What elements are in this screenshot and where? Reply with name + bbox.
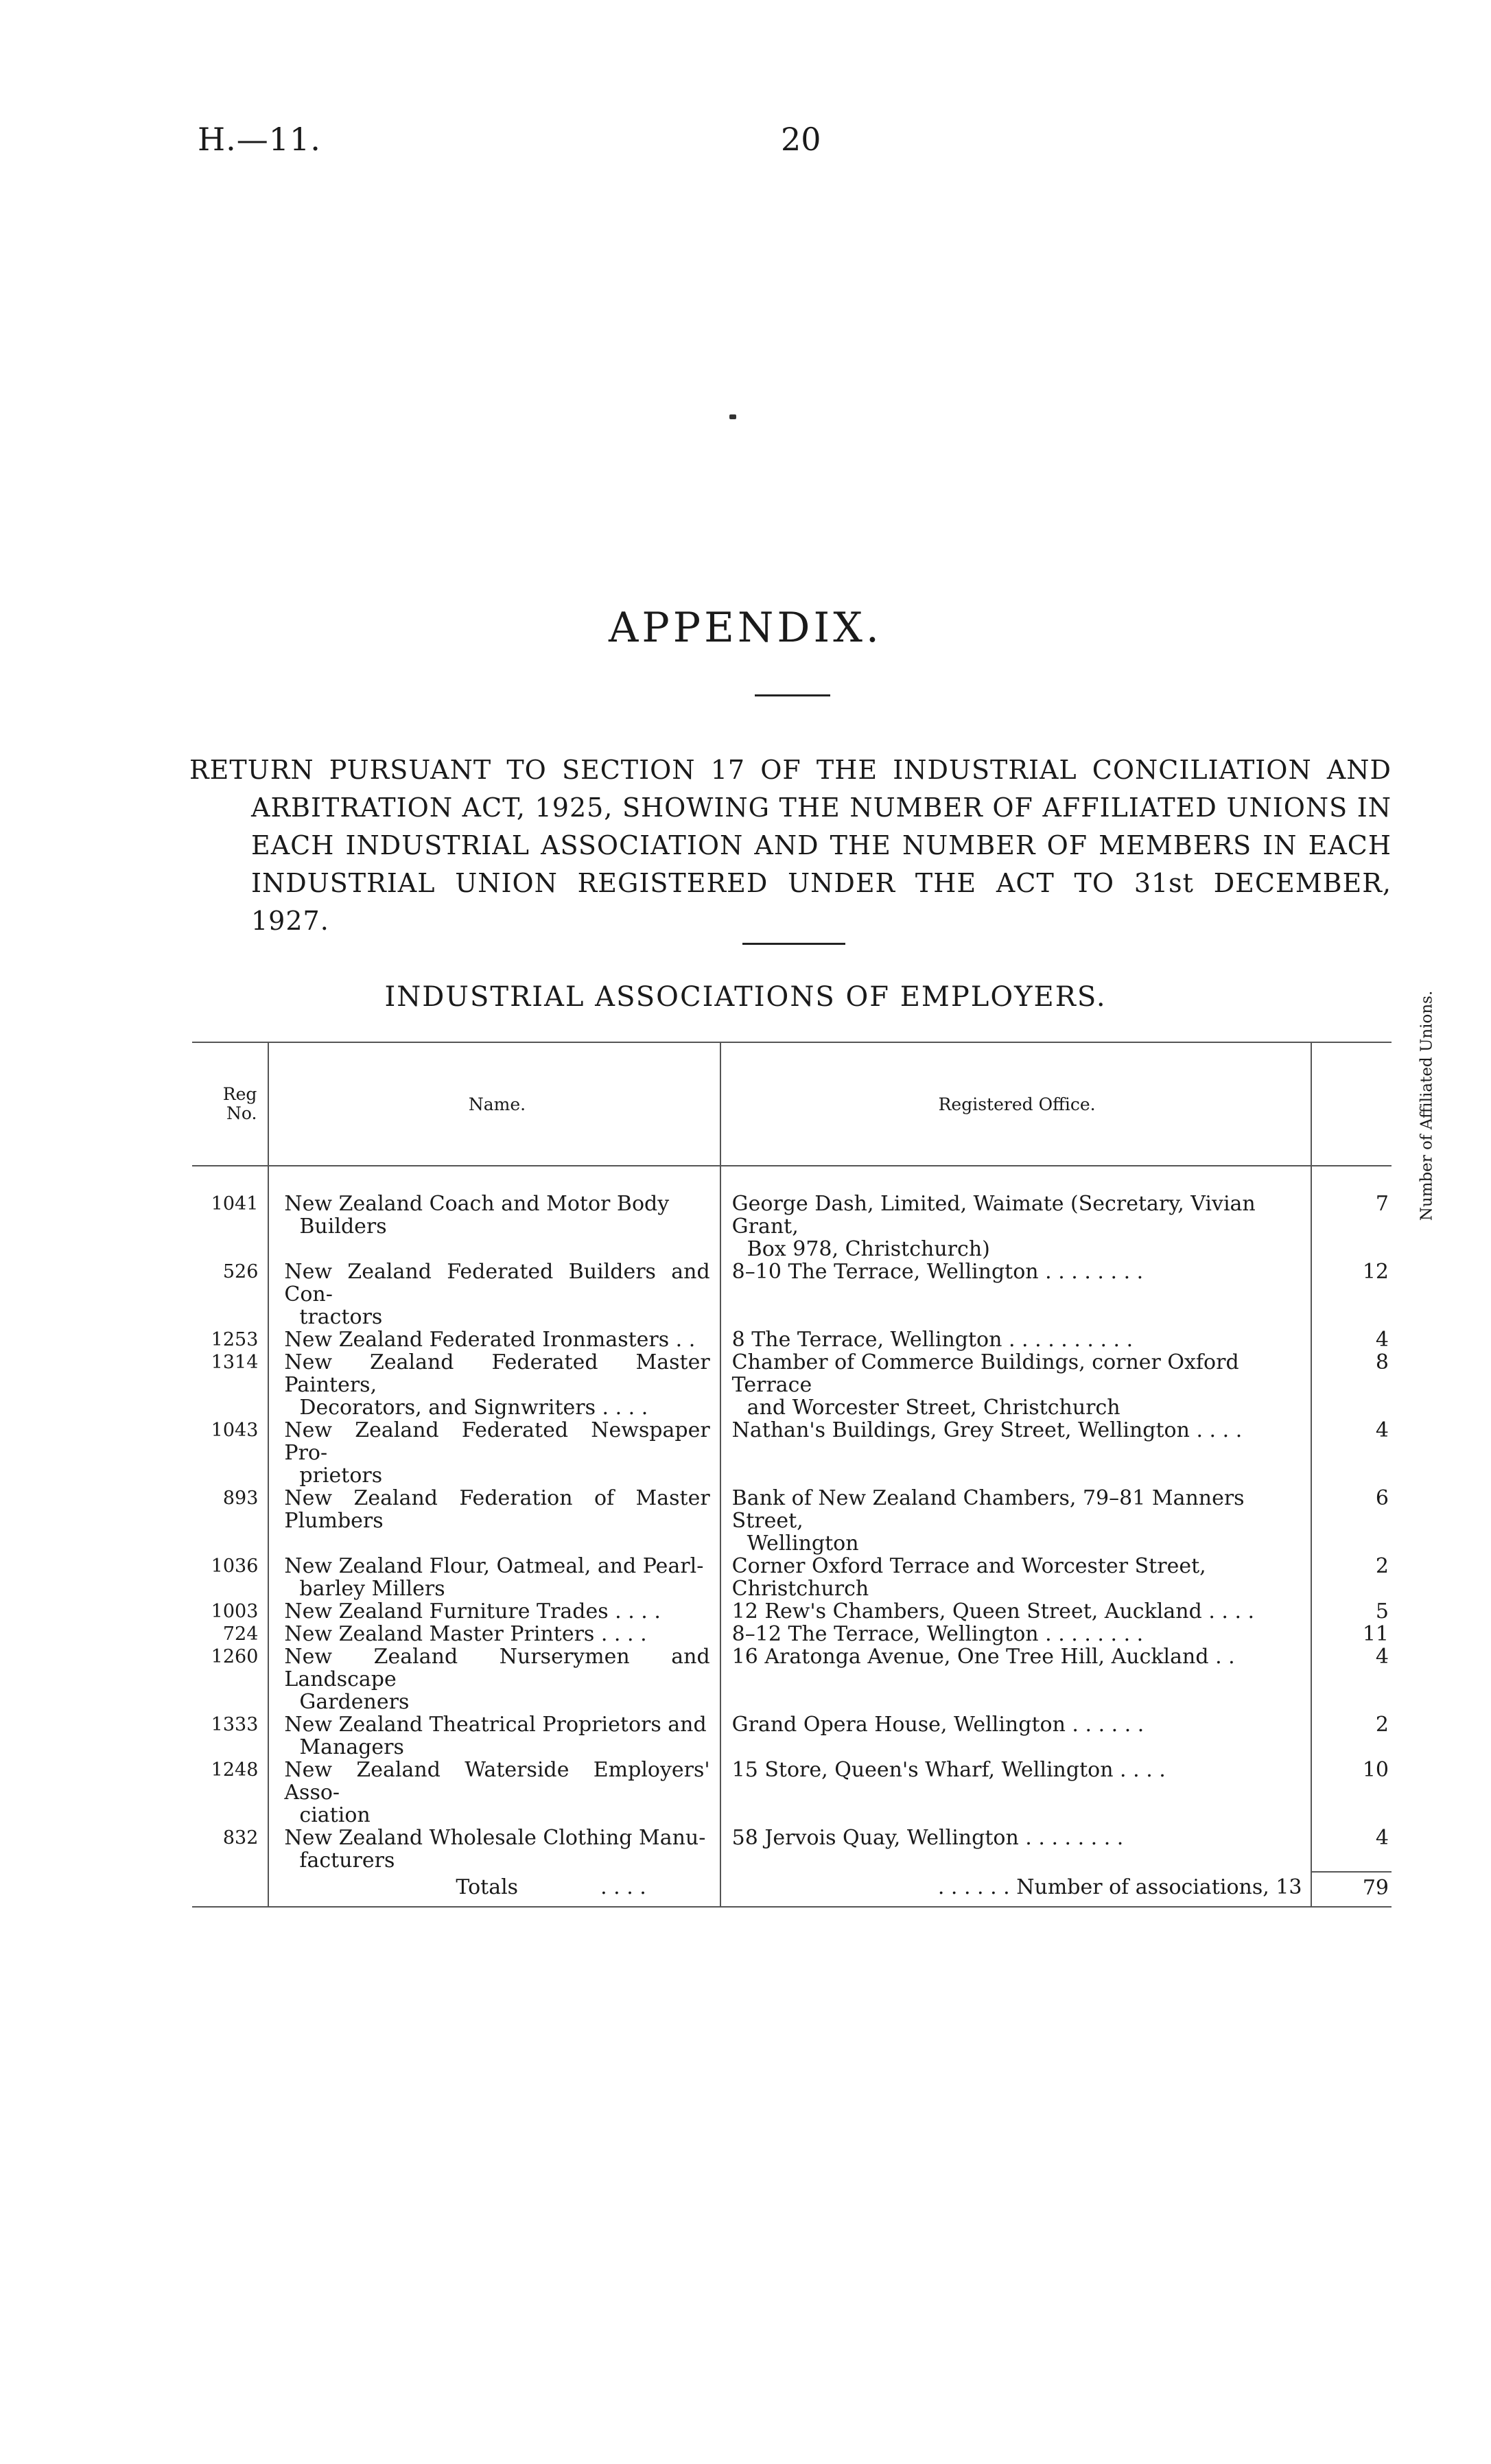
totals-label: Totals	[456, 1875, 519, 1899]
reg-number: 526	[222, 1261, 259, 1282]
affiliated-unions-count: 2	[1311, 1713, 1392, 1759]
association-name	[268, 1166, 720, 1260]
office-line: 8 The Terrace, Wellington . . . . . . . . . .	[731, 1328, 1134, 1352]
table-header-row	[192, 1042, 1392, 1166]
association-name	[268, 1328, 720, 1351]
name-line: tractors	[299, 1305, 383, 1329]
affiliated-unions-count: 2	[1311, 1555, 1392, 1600]
association-name	[268, 1600, 720, 1623]
section-title: INDUSTRIAL ASSOCIATIONS OF EMPLOYERS.	[384, 981, 1107, 1013]
reg-number: 1036	[211, 1556, 259, 1577]
registered-office	[720, 1487, 1311, 1555]
association-name	[268, 1827, 720, 1872]
heading-line-1: RETURN PURSUANT TO SECTION 17 OF THE INDUSTRIAL CONCILIATION AND	[189, 755, 1392, 785]
association-name	[268, 1260, 720, 1328]
office-line: Box 978, Christchurch)	[747, 1237, 990, 1261]
name-line: prietors	[299, 1464, 383, 1488]
association-name	[268, 1419, 720, 1487]
association-name	[268, 1759, 720, 1827]
name-line: facturers	[299, 1849, 395, 1873]
name-line: New Zealand Federated Newspaper Pro-	[284, 1418, 710, 1465]
association-name	[268, 1713, 720, 1759]
heading-line-4: INDUSTRIAL UNION REGISTERED UNDER THE ACT TO 31st DECEMBER, 1927.	[251, 868, 1392, 936]
reg-number: 1043	[211, 1420, 259, 1441]
name-line: barley Millers	[299, 1577, 445, 1601]
affiliated-unions-count: 8	[1311, 1351, 1392, 1419]
totals-row	[192, 1872, 1392, 1907]
office-line: Grand Opera House, Wellington . . . . . .	[731, 1713, 1144, 1737]
office-line: 8–12 The Terrace, Wellington . . . . . . . .	[731, 1622, 1144, 1646]
name-line: New Zealand Nurserymen and Landscape	[284, 1645, 710, 1691]
office-line: Chamber of Commerce Buildings, corner Oxford Terrace	[731, 1350, 1239, 1397]
table-row	[192, 1645, 1392, 1713]
reg-number: 1003	[211, 1601, 259, 1622]
association-name	[268, 1487, 720, 1555]
name-line: New Zealand Theatrical Proprietors and	[284, 1713, 707, 1737]
reg-number: 1041	[211, 1193, 259, 1215]
office-line: Wellington	[747, 1532, 859, 1556]
name-line: New Zealand Federated Master Painters,	[284, 1350, 710, 1397]
totals-reg-blank	[192, 1872, 268, 1907]
association-name	[268, 1645, 720, 1713]
name-line: New Zealand Flour, Oatmeal, and Pearl-	[284, 1554, 704, 1578]
registered-office	[720, 1645, 1311, 1713]
affiliated-unions-count: 4	[1311, 1827, 1392, 1872]
table-row	[192, 1419, 1392, 1487]
table-row	[192, 1260, 1392, 1328]
table-row	[192, 1827, 1392, 1872]
registered-office	[720, 1759, 1311, 1827]
office-line: Bank of New Zealand Chambers, 79–81 Manners Street,	[731, 1486, 1245, 1533]
name-line: New Zealand Federated Ironmasters . .	[284, 1328, 696, 1352]
name-line: New Zealand Furniture Trades . . . .	[284, 1599, 661, 1623]
ink-speck	[729, 414, 736, 419]
totals-associations-count: . . . . . . Number of associations, 13	[720, 1872, 1311, 1907]
table-row	[192, 1166, 1392, 1260]
page-number: 20	[781, 121, 821, 158]
affiliated-unions-count: 4	[1311, 1328, 1392, 1351]
office-line: Corner Oxford Terrace and Worcester Street, Christchurch	[731, 1554, 1206, 1601]
name-line: New Zealand Coach and Motor Body	[284, 1192, 670, 1216]
heading-line-2: ARBITRATION ACT, 1925, SHOWING THE NUMBER OF AFFILIATED UNIONS IN	[251, 793, 1392, 823]
reg-number: 724	[222, 1623, 259, 1645]
reg-number: 1314	[211, 1352, 259, 1373]
reg-number: 832	[222, 1827, 259, 1849]
registered-office	[720, 1328, 1311, 1351]
registered-office	[720, 1351, 1311, 1419]
office-line: Nathan's Buildings, Grey Street, Wellington . . . .	[731, 1418, 1243, 1442]
reg-number: 1253	[211, 1329, 259, 1350]
name-line: ciation	[299, 1803, 371, 1827]
affiliated-unions-count: 4	[1311, 1419, 1392, 1487]
affiliated-unions-count: 6	[1311, 1487, 1392, 1555]
name-line: New Zealand Master Printers . . . .	[284, 1622, 647, 1646]
affiliated-unions-count: 5	[1311, 1600, 1392, 1623]
heading-line-3: EACH INDUSTRIAL ASSOCIATION AND THE NUMBER OF MEMBERS IN EACH	[251, 830, 1392, 860]
name-line: Decorators, and Signwriters . . . .	[299, 1396, 648, 1420]
office-line: 16 Aratonga Avenue, One Tree Hill, Auckland . .	[731, 1645, 1235, 1669]
registered-office	[720, 1600, 1311, 1623]
name-line: New Zealand Federated Builders and Con-	[284, 1260, 710, 1306]
totals-leaders: . . . .	[600, 1875, 646, 1899]
name-line: Gardeners	[299, 1690, 410, 1714]
appendix-title: APPENDIX.	[609, 604, 882, 652]
office-line: George Dash, Limited, Waimate (Secretary, Vivian Grant,	[731, 1192, 1256, 1239]
registered-office	[720, 1827, 1311, 1872]
registered-office	[720, 1623, 1311, 1645]
registered-office	[720, 1419, 1311, 1487]
office-line: 12 Rew's Chambers, Queen Street, Auckland . . . .	[731, 1599, 1255, 1623]
office-line: 58 Jervois Quay, Wellington . . . . . . . .	[731, 1826, 1124, 1850]
office-line: 8–10 The Terrace, Wellington . . . . . . . .	[731, 1260, 1144, 1284]
table-row	[192, 1328, 1392, 1351]
association-name	[268, 1623, 720, 1645]
association-name	[268, 1351, 720, 1419]
table-row	[192, 1555, 1392, 1600]
name-line: Builders	[299, 1215, 387, 1239]
table-row	[192, 1487, 1392, 1555]
reg-number: 893	[222, 1488, 259, 1509]
affiliated-unions-count: 10	[1311, 1759, 1392, 1827]
affiliated-unions-count: 4	[1311, 1645, 1392, 1713]
name-line: Managers	[299, 1735, 404, 1759]
table-row	[192, 1623, 1392, 1645]
table-row	[192, 1713, 1392, 1759]
name-line: New Zealand Federation of Master Plumbers	[284, 1486, 710, 1533]
registered-office	[720, 1166, 1311, 1260]
unions-header: Number of Affiliated Unions.	[1311, 1042, 1392, 1166]
registered-office	[720, 1260, 1311, 1328]
registered-office	[720, 1713, 1311, 1759]
table-row	[192, 1600, 1392, 1623]
table-row	[192, 1759, 1392, 1827]
totals-label-cell	[268, 1872, 720, 1907]
affiliated-unions-count: 12	[1311, 1260, 1392, 1328]
reg-number: 1248	[211, 1759, 259, 1781]
name-header: Name.	[268, 1042, 720, 1166]
affiliated-unions-count: 7	[1311, 1166, 1392, 1260]
association-name	[268, 1555, 720, 1600]
registered-office	[720, 1555, 1311, 1600]
heading-rule	[742, 943, 845, 945]
reg-number: 1333	[211, 1714, 259, 1735]
page-reference: H.—11.	[198, 121, 321, 158]
name-line: New Zealand Waterside Employers' Asso-	[284, 1758, 710, 1805]
name-line: New Zealand Wholesale Clothing Manu-	[284, 1826, 706, 1850]
totals-unions: 79	[1311, 1872, 1392, 1907]
title-rule	[755, 694, 830, 696]
return-heading	[189, 751, 1392, 940]
affiliated-unions-count: 11	[1311, 1623, 1392, 1645]
office-header: Registered Office.	[720, 1042, 1311, 1166]
reg-no-header: Reg No.	[222, 1084, 257, 1123]
table-row	[192, 1351, 1392, 1419]
office-line: and Worcester Street, Christchurch	[747, 1396, 1120, 1420]
office-line: 15 Store, Queen's Wharf, Wellington . . . .	[731, 1758, 1166, 1782]
reg-number: 1260	[211, 1646, 259, 1667]
